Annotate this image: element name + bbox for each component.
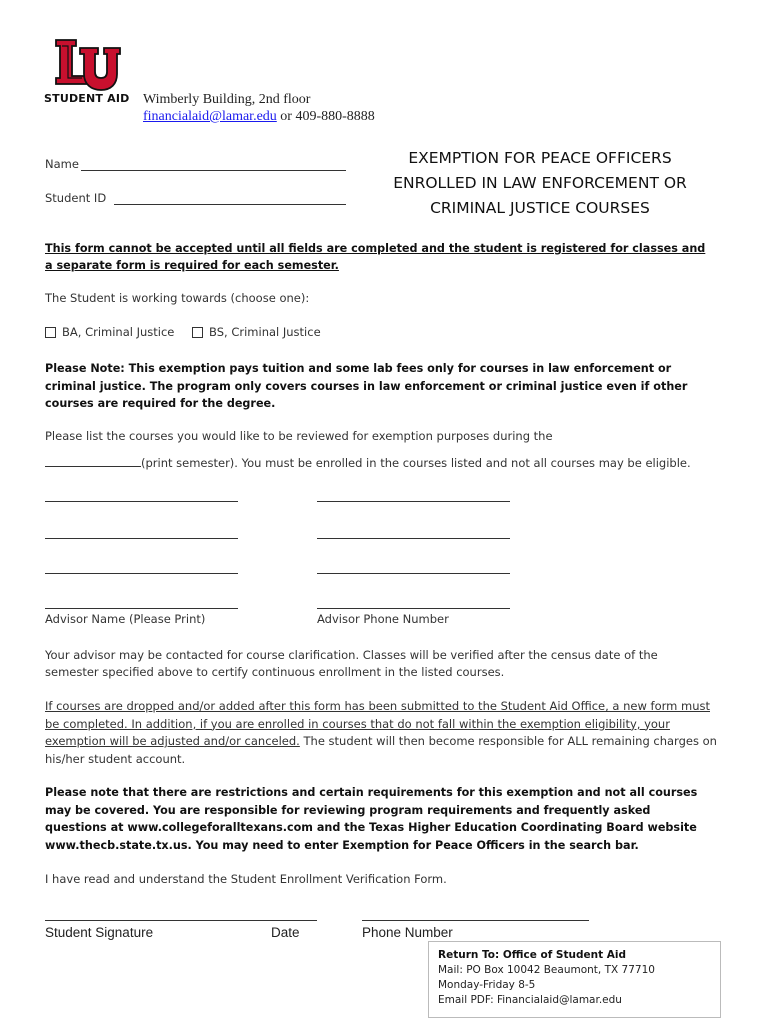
student-signature-field[interactable] [45,920,317,921]
advisor-phone-field[interactable] [317,608,510,609]
title-line-3: CRIMINAL JUSTICE COURSES [430,199,650,217]
semester-line [45,456,691,470]
form-title [370,146,710,221]
student-id-label: Student ID [45,191,107,205]
course-field-3[interactable] [45,538,238,539]
dropped-courses-warning: If courses are dropped and/or added after this form has been submitted to the Student Aid Office, a new form must be completed. In addition, if you are enrolled in courses that do not fall within the exemption eligibility, your exemption will be adjusted and/or canceled. [45,699,710,748]
bs-checkbox[interactable] [192,327,203,338]
remaining-charges-text: The student will then become responsible for ALL remaining charges on his/her student account. [45,734,717,766]
ba-checkbox[interactable] [45,327,56,338]
bs-option-label: BS, Criminal Justice [209,325,321,339]
course-field-2[interactable] [317,501,510,502]
course-field-4[interactable] [317,538,510,539]
advisor-name-field[interactable] [45,608,238,609]
name-label: Name [45,157,79,171]
degree-options [45,325,321,339]
return-office-hours: Monday-Friday 8-5 [438,979,536,991]
list-courses-instruction: Please list the courses you would like to be reviewed for exemption purposes during the [45,429,553,443]
course-field-5[interactable] [45,573,238,574]
please-note-paragraph: Please Note: This exemption pays tuition and some lab fees only for courses in law enforcement or criminal justice. The program only covers courses in law enforcement or criminal justice even if other courses are required for the degree. [45,362,688,410]
contact-line [143,109,375,125]
restrictions-paragraph: Please note that there are restrictions and certain requirements for this exemption and not all courses may be covered. You are responsible for reviewing program requirements and frequently asked questions at www.collegeforalltexans.com and the Texas Higher Education Coordinating Board website www.thecb.state.tx.us. You may need to enter Exemption for Peace Officers in the search bar. [45,786,698,852]
lu-monogram-icon [44,36,126,92]
phone-number-label: Phone Number [362,925,453,940]
semester-instruction: (print semester). You must be enrolled in the courses listed and not all courses may be eligible. [141,456,691,470]
email-link[interactable]: financialaid@lamar.edu [143,109,277,124]
course-field-1[interactable] [45,501,238,502]
required-fields-notice: This form cannot be accepted until all fields are completed and the student is registered for classes and a separate form is required for each semester. [45,242,706,272]
return-mail-address: Mail: PO Box 10042 Beaumont, TX 77710 [438,964,655,976]
return-to-title: Return To: Office of Student Aid [438,949,627,961]
advisor-phone-label: Advisor Phone Number [317,612,449,626]
student-id-field[interactable] [114,204,346,205]
lamar-logo [44,36,130,106]
dropped-courses-paragraph [45,698,717,768]
title-line-1: EXEMPTION FOR PEACE OFFICERS [408,149,672,167]
phone-number: or 409-880-8888 [276,109,375,124]
student-signature-label: Student Signature [45,925,154,940]
return-email: Email PDF: Financialaid@lamar.edu [438,994,622,1006]
acknowledgement-text: I have read and understand the Student Enrollment Verification Form. [45,872,447,886]
logo-caption: STUDENT AID [44,92,130,105]
course-field-6[interactable] [317,573,510,574]
office-address: Wimberly Building, 2nd floor [143,92,311,107]
date-label: Date [271,925,300,940]
return-to-box [428,941,721,1018]
advisor-name-label: Advisor Name (Please Print) [45,612,206,626]
working-towards-label: The Student is working towards (choose one): [45,291,310,305]
advisor-contact-paragraph: Your advisor may be contacted for course clarification. Classes will be verified after the census date of the semester specified above to certify continuous enrollment in the listed courses. [45,648,658,679]
name-field[interactable] [81,170,346,171]
title-line-2: ENROLLED IN LAW ENFORCEMENT OR [393,174,687,192]
ba-option-label: BA, Criminal Justice [62,325,175,339]
phone-number-field[interactable] [362,920,589,921]
semester-field[interactable] [45,456,141,467]
